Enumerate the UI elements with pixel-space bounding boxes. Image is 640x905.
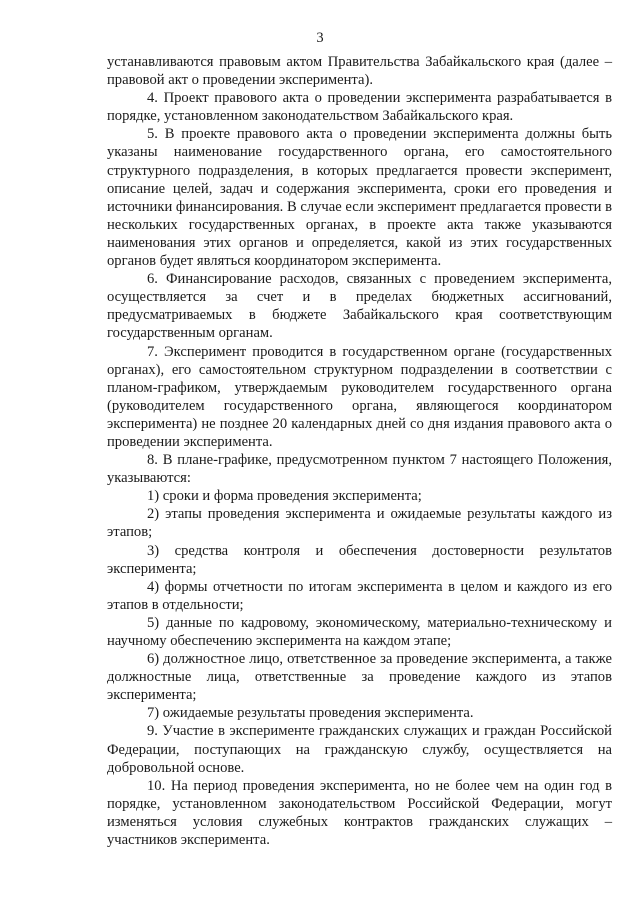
list-item-5: 5) данные по кадровому, экономическому, материально-техническому и научному обеспечению эксперимента на каждом этапе; [107, 614, 612, 649]
list-item-6: 6) должностное лицо, ответственное за проведение эксперимента, а также должностные лица, ответственные за проведение каждого из этапов эксперимента; [107, 651, 612, 704]
paragraph-10: 10. На период проведения эксперимента, но не более чем на один год в порядке, установленном законодательством Российской Федерации, могут изменяться условия служебных контрактов гражданских служащих – участников эксперимента. [107, 777, 612, 849]
paragraph-8: 8. В плане-графике, предусмотренном пунктом 7 настоящего Положения, указываются: [107, 452, 612, 487]
paragraph-7: 7. Эксперимент проводится в государственном органе (государственных органах), его самостоятельном структурном подразделении в соответствии с планом-графиком, утверждаемым руководителем государственного органа (руководителем государственного органа, являющегося координатором эксперимента) не позднее 20 календарных дней со дня издания правового акта о проведении эксперимента. [107, 343, 612, 450]
document-body [107, 53, 612, 849]
paragraph-5: 5. В проекте правового акта о проведении эксперимента должны быть указаны наименование государственного органа, его самостоятельного структурного подразделения, в которых предлагается провести эксперимент, описание целей, задач и содержания эксперимента, сроки его проведения и источники финансирования. В случае если эксперимент предлагается провести в нескольких государственных органах, в проекте акта также указываются наименования этих органов и определяется, какой из этих государственных органов будет являться координатором эксперимента. [107, 126, 612, 270]
list-item-4: 4) формы отчетности по итогам эксперимента в целом и каждого из его этапов в отдельности; [107, 578, 612, 613]
list-item-2: 2) этапы проведения эксперимента и ожидаемые результаты каждого из этапов; [107, 506, 612, 541]
paragraph-4: 4. Проект правового акта о проведении эксперимента разрабатывается в порядке, установленном законодательством Забайкальского края. [107, 90, 612, 125]
paragraph-continuation: устанавливаются правовым актом Правительства Забайкальского края (далее – правовой акт о проведении эксперимента). [107, 54, 612, 89]
paragraph-9: 9. Участие в эксперименте гражданских служащих и граждан Российской Федерации, поступающих на гражданскую службу, осуществляется на добровольной основе. [107, 723, 612, 776]
paragraph-6: 6. Финансирование расходов, связанных с проведением эксперимента, осуществляется за счет и в пределах бюджетных ассигнований, предусматриваемых в бюджете Забайкальского края соответствующим государственным органам. [107, 271, 612, 342]
list-item-7: 7) ожидаемые результаты проведения эксперимента. [147, 705, 474, 722]
list-item-1: 1) сроки и форма проведения эксперимента; [147, 488, 422, 505]
list-item-3: 3) средства контроля и обеспечения достоверности результатов эксперимента; [107, 542, 612, 577]
page-number: 3 [316, 30, 324, 46]
